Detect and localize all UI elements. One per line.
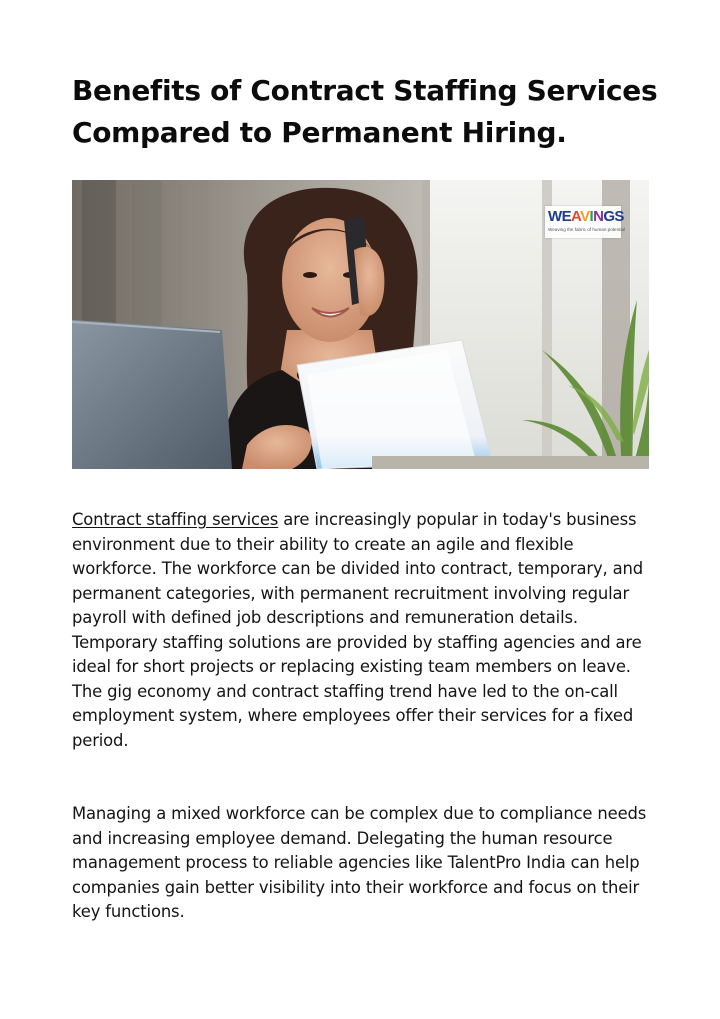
hero-photo [72,180,649,469]
logo-tagline: Weaving the fabric of human potential [548,227,626,232]
paragraph-intro [72,508,652,753]
contract-staffing-link[interactable]: Contract staffing services [72,510,279,529]
logo-wordmark: WEAVINGS [548,208,624,225]
paragraph-intro-text: are increasingly popular in today's business environment due to their ability to create an agile and flexible workforce. The workforce can be divided into contract, temporary, and permanent categories, with permanent recruitment involving regular payroll with defined job descriptions and remuneration details. Temporary staffing solutions are provided by staffing agencies and are ideal for short projects or replacing existing team members on leave. The gig economy and contract staffing trend have led to the on-call employment system, where employees offer their services for a fixed period. [72,510,644,750]
paragraph-workforce: Managing a mixed workforce can be complex due to compliance needs and increasing employee demand. Delegating the human resource management process to reliable agencies like TalentPro India can help companies gain better visibility into their workforce and focus on their key functions. [72,804,647,921]
page-title: Benefits of Contract Staffing Services Compared to Permanent Hiring. [72,74,658,149]
weavings-logo [545,206,626,238]
